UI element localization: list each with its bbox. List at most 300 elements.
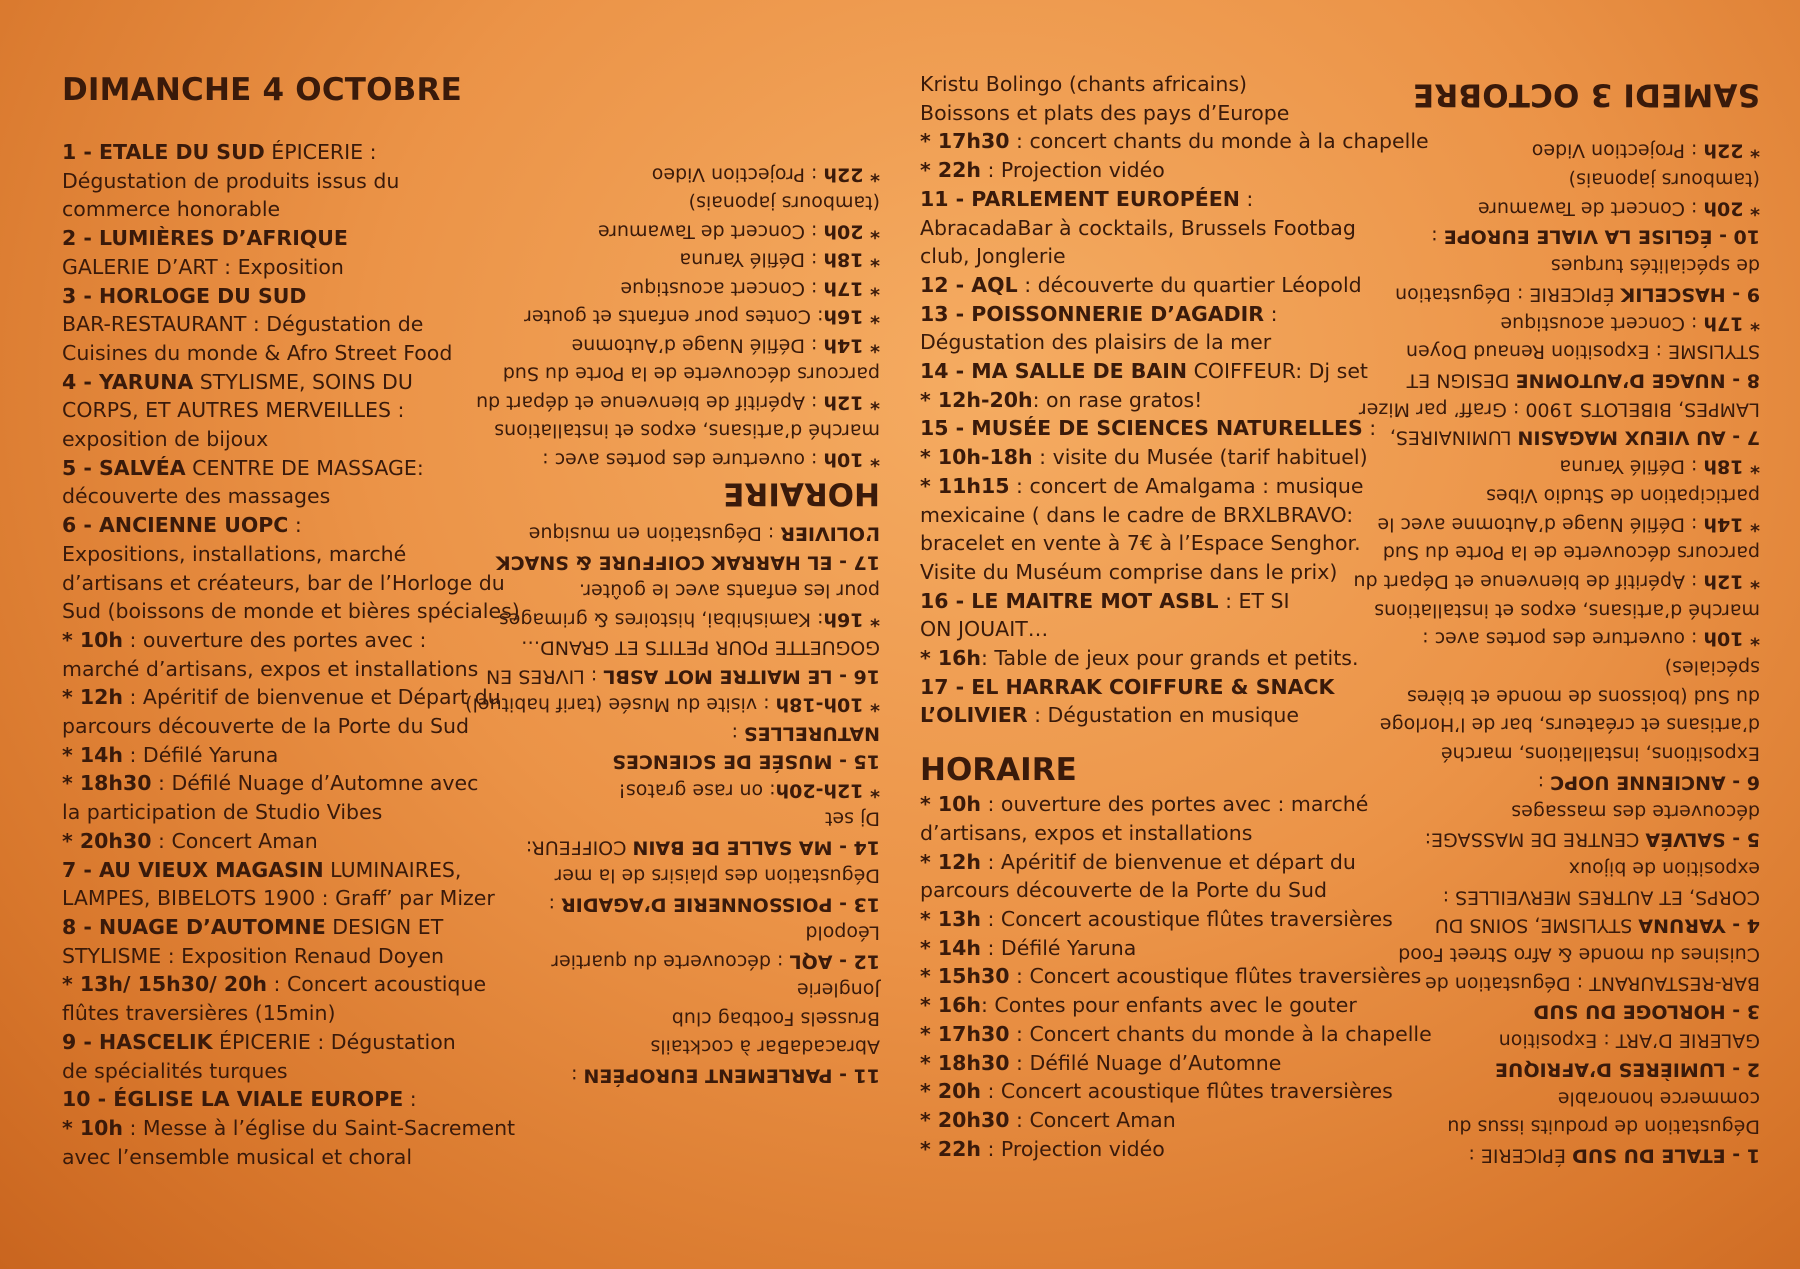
line-text: ON JOUAIT… bbox=[920, 617, 1049, 642]
line-emphasis: * 12h bbox=[62, 685, 123, 710]
line-text: STYLISME : Exposition Renaud Doyen bbox=[1405, 340, 1760, 363]
line-text: : bbox=[731, 722, 744, 745]
program-line bbox=[480, 360, 880, 389]
line-text: : Kamishibai, histoires & grimages bbox=[498, 608, 824, 631]
program-line bbox=[480, 805, 880, 834]
program-line bbox=[1360, 681, 1760, 710]
line-text: BAR-RESTAURANT : Dégustation de bbox=[1425, 972, 1760, 995]
program-line bbox=[62, 167, 462, 196]
line-emphasis: * 13h/ 15h30/ 20h bbox=[62, 972, 267, 997]
line-emphasis: * 12h-20h bbox=[920, 387, 1033, 412]
line-text: Kristu Bolingo (chants africains) bbox=[920, 72, 1248, 96]
line-text: GALERIE D’ART : Exposition bbox=[1498, 1029, 1760, 1052]
program-line bbox=[62, 970, 487, 999]
line-emphasis: 14 - MA SALLE DE BAIN bbox=[632, 836, 880, 859]
line-text: la participation de Studio Vibes bbox=[62, 800, 383, 825]
line-emphasis: * 12h bbox=[920, 849, 981, 874]
line-emphasis: 16 - LE MAITRE MOT ASBL bbox=[920, 588, 1219, 613]
program-line bbox=[920, 1020, 1432, 1049]
line-text: : ouverture des portes avec : bbox=[122, 627, 427, 652]
line-emphasis: 10 - ÉGLISE LA VIALE EUROPE bbox=[62, 1087, 404, 1112]
line-text: : concert chants du monde à la chapelle bbox=[1009, 129, 1429, 154]
program-line bbox=[480, 1033, 880, 1062]
sunday-title: DIMANCHE 4 OCTOBRE bbox=[62, 72, 462, 108]
program-line bbox=[62, 482, 462, 511]
line-text: Jonglerie bbox=[796, 979, 880, 1001]
line-text: : Concert acoustique bbox=[1500, 311, 1704, 334]
line-text: : Défilé Nuage d’Automne bbox=[1009, 1050, 1282, 1075]
program-line bbox=[62, 138, 462, 167]
line-text: découverte des massages bbox=[62, 484, 331, 509]
line-emphasis: 12 - AQL bbox=[789, 950, 880, 973]
line-text: GALERIE D’ART : Exposition bbox=[62, 254, 344, 279]
program-line bbox=[62, 655, 479, 684]
program-line bbox=[62, 224, 462, 253]
line-text: ÉPICERIE : bbox=[1468, 1144, 1573, 1167]
program-line bbox=[1360, 480, 1760, 509]
program-line bbox=[920, 242, 1340, 271]
program-line bbox=[62, 368, 462, 397]
line-text: ÉPICERIE : Dégustation bbox=[212, 1029, 456, 1054]
program-line bbox=[1360, 222, 1760, 251]
program-line bbox=[1360, 165, 1760, 194]
line-emphasis: 11 - PARLEMENT EUROPÉEN bbox=[583, 1064, 880, 1087]
line-emphasis: 7 - AU VIEUX MAGASIN bbox=[62, 857, 324, 882]
program-line bbox=[480, 274, 880, 303]
program-line bbox=[480, 776, 880, 805]
program-line bbox=[480, 890, 880, 919]
program-line bbox=[1360, 997, 1760, 1026]
program-line bbox=[920, 214, 1356, 243]
line-text: : Concert acoustique flûtes traversières bbox=[980, 1079, 1393, 1104]
program-line bbox=[1360, 1141, 1760, 1170]
program-line bbox=[1360, 280, 1760, 309]
program-line bbox=[62, 1085, 462, 1114]
line-emphasis: 15 - MUSÉE DE SCIENCES NATURELLES bbox=[920, 416, 1363, 441]
line-text: LAMPES, BIBELOTS 1900 : Graff’ par Mizer bbox=[62, 886, 495, 911]
line-text: d’artisans, expos et installations bbox=[920, 820, 1253, 845]
line-text: commerce honorable bbox=[1557, 1086, 1760, 1109]
line-text: : Concert acoustique bbox=[267, 972, 487, 997]
line-text: avec l’ensemble musical et choral bbox=[62, 1144, 413, 1169]
line-emphasis: * 14h bbox=[1703, 512, 1760, 535]
line-text: AbracadaBar à cocktails, Brussels Footbag bbox=[920, 215, 1356, 240]
line-emphasis: * 10h bbox=[62, 1115, 123, 1140]
program-line bbox=[62, 798, 462, 827]
program-line bbox=[1360, 1055, 1760, 1084]
program-line bbox=[920, 962, 1422, 991]
program-line bbox=[1360, 710, 1760, 739]
program-line bbox=[1360, 251, 1760, 280]
line-text: ÉPICERIE : bbox=[264, 140, 377, 164]
saturday-column bbox=[1353, 74, 1760, 1169]
line-text: d’artisans et créateurs, bar de l’Horloge bbox=[1379, 713, 1760, 736]
program-line bbox=[480, 976, 880, 1005]
line-text: : Table de jeux pour grands et petits. bbox=[980, 646, 1359, 671]
program-line bbox=[920, 1049, 1340, 1078]
line-text: marché d’artisans, expos et installations bbox=[1374, 598, 1760, 621]
line-text: : Apéritif de bienvenue et Départ du bbox=[122, 685, 501, 710]
line-emphasis: * 22h bbox=[920, 1136, 981, 1161]
line-text: : ET SI bbox=[1218, 588, 1290, 613]
program-line bbox=[1360, 796, 1760, 825]
line-text: ÉPICERIE : Dégustation bbox=[1395, 283, 1621, 306]
program-line bbox=[62, 540, 462, 569]
program-line bbox=[480, 662, 880, 691]
line-emphasis: 10 - ÉGLISE LA VIALE EUROPE bbox=[1443, 225, 1760, 248]
line-text: Dégustation de produits issus du bbox=[62, 168, 400, 193]
line-text: : Défilé Yaruna bbox=[122, 742, 279, 767]
program-line bbox=[480, 520, 880, 549]
program-line bbox=[480, 919, 880, 948]
saturday-continued-column bbox=[465, 160, 880, 1090]
sunday-list bbox=[62, 138, 520, 1171]
line-text: (tambours japonais) bbox=[1568, 168, 1760, 191]
program-line bbox=[1360, 1026, 1760, 1055]
line-emphasis: NATURELLES bbox=[743, 722, 880, 745]
program-line bbox=[1360, 1112, 1760, 1141]
program-line bbox=[480, 189, 880, 218]
line-emphasis: * 16h bbox=[823, 608, 880, 631]
line-text: COIFFEUR: Dj set bbox=[1187, 359, 1368, 384]
line-text: AbracadaBar à cocktails bbox=[650, 1036, 880, 1058]
line-emphasis: * 10h-18h bbox=[920, 445, 1033, 470]
line-text: : Défilé Yaruna bbox=[679, 249, 824, 271]
line-text: : on rase gratos! bbox=[1032, 387, 1203, 412]
line-text: : Contes pour enfants avec le gouter bbox=[980, 993, 1357, 1018]
line-emphasis: * 22h bbox=[920, 158, 981, 183]
line-emphasis: * 15h30 bbox=[920, 964, 1010, 989]
program-line bbox=[1360, 940, 1760, 969]
line-emphasis: * 18h bbox=[1703, 455, 1760, 478]
program-line bbox=[1360, 394, 1760, 423]
program-line bbox=[62, 683, 501, 712]
line-text: : ouverture des portes avec : bbox=[542, 448, 824, 471]
program-line bbox=[480, 719, 880, 748]
program-line bbox=[920, 991, 1357, 1020]
program-line bbox=[62, 1114, 516, 1143]
line-text: : ouverture des portes avec : bbox=[1422, 627, 1704, 650]
program-line bbox=[465, 691, 880, 720]
line-text: Cuisines du monde & Afro Street Food bbox=[1398, 943, 1760, 966]
program-line bbox=[920, 70, 1340, 99]
program-line bbox=[920, 357, 1368, 386]
program-line bbox=[1360, 911, 1760, 940]
program-line bbox=[62, 569, 505, 598]
line-text: : Défilé Nuage d’Automne avec bbox=[151, 771, 479, 796]
program-line bbox=[480, 748, 880, 777]
program-line bbox=[920, 300, 1340, 329]
saturday-title: SAMEDI 3 OCTOBRE bbox=[1412, 76, 1760, 112]
line-text: bracelet en vente à 7€ à l’Espace Senghor. bbox=[920, 531, 1361, 556]
line-text: Cuisines du monde & Afro Street Food bbox=[62, 340, 453, 365]
line-text: découverte des massages bbox=[1511, 799, 1760, 822]
program-line bbox=[476, 388, 880, 417]
line-text: CORPS, ET AUTRES MERVEILLES : bbox=[1442, 885, 1760, 908]
line-emphasis: * 20h bbox=[1703, 197, 1760, 220]
line-text: : bbox=[1537, 771, 1551, 794]
line-text: pour les enfants avec le goûter. bbox=[578, 580, 880, 602]
line-text: : Défilé Yaruna bbox=[1559, 455, 1704, 478]
line-emphasis: * 13h bbox=[920, 906, 981, 931]
line-emphasis: * 18h bbox=[823, 249, 880, 271]
program-line bbox=[920, 1077, 1393, 1106]
program-line bbox=[62, 195, 462, 224]
line-text: COIFFEUR: bbox=[525, 836, 633, 859]
program-line bbox=[920, 271, 1362, 300]
line-emphasis: 13 - POISSONNERIE D’AGADIR bbox=[920, 301, 1265, 326]
line-text: : Concert Aman bbox=[151, 828, 318, 853]
program-line bbox=[480, 862, 880, 891]
line-text: LUMINAIRES, bbox=[1389, 426, 1518, 449]
saturday-venues-list bbox=[465, 520, 880, 1090]
program-line bbox=[920, 790, 1369, 819]
line-text: parcours découverte de la Porte du Sud bbox=[502, 363, 880, 385]
program-line bbox=[1360, 193, 1760, 222]
line-text: : Projection Video bbox=[651, 163, 824, 186]
line-text: : Dégustation en musique bbox=[528, 523, 781, 545]
line-emphasis: * 20h30 bbox=[920, 1107, 1010, 1132]
program-line bbox=[480, 577, 880, 606]
line-emphasis: * 10h bbox=[1703, 627, 1760, 650]
sunday-schedule-list bbox=[920, 790, 1432, 1163]
line-emphasis: * 10h-18h bbox=[775, 694, 880, 716]
program-line bbox=[920, 99, 1340, 128]
line-emphasis: * 17h30 bbox=[920, 129, 1010, 154]
program-line bbox=[480, 160, 880, 189]
program-line bbox=[480, 417, 880, 446]
line-text: STYLISME, SOINS DU bbox=[193, 369, 413, 394]
line-emphasis: 3 - HORLOGE DU SUD bbox=[1533, 1000, 1760, 1023]
program-line bbox=[1360, 595, 1760, 624]
line-emphasis: 16 - LE MAITRE MOT ASBL bbox=[603, 665, 880, 688]
sunday-column bbox=[62, 70, 520, 1171]
program-line bbox=[920, 156, 1340, 185]
line-text: Brussels Footbag club bbox=[671, 1007, 880, 1030]
line-text: : Projection Video bbox=[1531, 139, 1704, 162]
line-emphasis: * 18h30 bbox=[62, 771, 152, 796]
program-line bbox=[920, 472, 1364, 501]
line-emphasis: 13 - POISSONNERIE D’AGADIR bbox=[561, 893, 880, 916]
program-line bbox=[920, 185, 1340, 214]
program-line bbox=[62, 827, 462, 856]
sunday-continued-column bbox=[920, 70, 1432, 1163]
program-line bbox=[62, 454, 462, 483]
line-text: : Concert de Tawamure bbox=[597, 220, 824, 243]
program-line bbox=[920, 414, 1377, 443]
line-text: : Messe à l’église du Saint-Sacrement bbox=[122, 1115, 516, 1140]
line-emphasis: * 20h bbox=[823, 220, 880, 243]
line-text: LAMPES, BIBELOTS 1900 : Graff’ par Mizer bbox=[1358, 398, 1760, 421]
line-text: : concert de Amalgama : musique bbox=[1009, 473, 1364, 498]
program-line bbox=[920, 934, 1340, 963]
line-text: Visite du Muséum comprise dans le prix) bbox=[920, 559, 1338, 584]
line-emphasis: * 14h bbox=[920, 935, 981, 960]
line-text: : Défilé Nuage d’Automne bbox=[571, 334, 824, 357]
program-line bbox=[920, 905, 1393, 934]
program-line bbox=[920, 644, 1359, 673]
line-emphasis: * 16h bbox=[823, 306, 880, 328]
program-line bbox=[480, 833, 880, 862]
program-line bbox=[62, 511, 462, 540]
saturday-list bbox=[1353, 136, 1760, 1169]
program-line bbox=[1353, 567, 1760, 596]
line-text: flûtes traversières (15min) bbox=[62, 1001, 336, 1026]
line-emphasis: 9 - HASCELIK bbox=[62, 1029, 213, 1054]
line-emphasis: 8 - NUAGE D’AUTOMNE bbox=[1515, 369, 1760, 392]
line-text: club, Jonglerie bbox=[920, 244, 1066, 269]
program-line bbox=[1360, 624, 1760, 653]
line-text: Dégustation des plaisirs de la mer bbox=[554, 865, 880, 887]
program-line bbox=[1360, 739, 1760, 768]
line-text: Expositions, installations, marché bbox=[1440, 742, 1760, 765]
line-emphasis: * 10h bbox=[823, 448, 880, 471]
program-line bbox=[1360, 452, 1760, 481]
program-line bbox=[480, 947, 880, 976]
program-line bbox=[480, 303, 880, 332]
line-text: : bbox=[1431, 225, 1444, 248]
program-line bbox=[1360, 825, 1760, 854]
program-line bbox=[62, 856, 462, 885]
line-text: parcours découverte de la Porte du Sud bbox=[920, 878, 1327, 903]
program-line bbox=[920, 848, 1356, 877]
program-line bbox=[1360, 308, 1760, 337]
program-line bbox=[1360, 509, 1760, 538]
line-emphasis: 6 - ANCIENNE UOPC bbox=[62, 513, 289, 538]
program-line bbox=[1360, 366, 1760, 395]
saturday-schedule-list bbox=[476, 160, 880, 474]
line-emphasis: L’OLIVIER bbox=[780, 523, 880, 545]
line-emphasis: * 22h bbox=[823, 163, 880, 186]
sunday-venues-list bbox=[920, 70, 1429, 730]
line-text: de spécialités turques bbox=[62, 1058, 288, 1083]
line-emphasis: * 16h bbox=[920, 993, 981, 1018]
program-line bbox=[920, 386, 1340, 415]
line-emphasis: * 17h bbox=[1703, 311, 1760, 334]
program-line bbox=[1360, 968, 1760, 997]
program-line bbox=[1360, 1083, 1760, 1112]
line-text: : Projection vidéo bbox=[980, 1136, 1165, 1161]
program-line bbox=[62, 396, 462, 425]
line-text: : Défilé Nuage d’Automne avec le bbox=[1377, 512, 1704, 535]
line-text: Dégustation de produits issus du bbox=[1447, 1115, 1760, 1138]
program-line bbox=[920, 127, 1429, 156]
line-text: : Apéritif de bienvenue et départ du bbox=[980, 849, 1356, 874]
line-emphasis: 11 - PARLEMENT EUROPÉEN bbox=[920, 186, 1240, 211]
line-text: parcours découverte de la Porte du Sud bbox=[62, 714, 469, 739]
line-text: : Concert acoustique bbox=[620, 277, 824, 300]
program-line bbox=[62, 253, 462, 282]
program-line bbox=[62, 310, 462, 339]
program-line bbox=[1360, 767, 1760, 796]
line-emphasis: 6 - ANCIENNE UOPC bbox=[1550, 771, 1760, 794]
program-line bbox=[62, 1057, 462, 1086]
line-emphasis: 9 - HASCELIK bbox=[1620, 283, 1760, 306]
program-line bbox=[920, 673, 1340, 702]
line-text: : bbox=[571, 1064, 584, 1087]
program-line bbox=[480, 634, 880, 663]
line-text: : découverte du quartier Léopold bbox=[1017, 272, 1362, 297]
program-line bbox=[920, 819, 1340, 848]
program-line bbox=[1360, 337, 1760, 366]
program-line bbox=[62, 1143, 462, 1172]
line-text: CENTRE DE MASSAGE: bbox=[1424, 828, 1646, 851]
line-emphasis: 5 - SALVÉA bbox=[62, 455, 186, 480]
program-line bbox=[920, 529, 1361, 558]
line-text: : on rase gratos! bbox=[618, 779, 776, 802]
line-text: : Apéritif de bienvenue et Départ du bbox=[1353, 570, 1704, 593]
line-text: exposition de bijoux bbox=[62, 427, 269, 452]
line-emphasis: 1 - ETALE DU SUD bbox=[62, 140, 265, 164]
line-emphasis: * 16h bbox=[920, 646, 981, 671]
program-line bbox=[1360, 653, 1760, 682]
line-text: : Concert chants du monde à la chapelle bbox=[1009, 1021, 1432, 1046]
line-emphasis: * 20h bbox=[920, 1079, 981, 1104]
line-text: : Dégustation en musique bbox=[1027, 703, 1300, 728]
program-line bbox=[920, 501, 1354, 530]
line-emphasis: * 20h30 bbox=[62, 828, 152, 853]
line-text: CORPS, ET AUTRES MERVEILLES : bbox=[62, 398, 405, 423]
program-line bbox=[920, 1135, 1340, 1164]
line-text: LUMINAIRES, bbox=[323, 857, 462, 882]
line-emphasis: * 11h15 bbox=[920, 473, 1010, 498]
line-emphasis: * 12h-20h bbox=[775, 779, 880, 802]
program-line bbox=[480, 331, 880, 360]
line-emphasis: * 14h bbox=[823, 334, 880, 357]
line-text: : bbox=[1362, 416, 1377, 441]
line-text: Boissons et plats des pays d’Europe bbox=[920, 100, 1290, 125]
line-text: BAR-RESTAURANT : Dégustation de bbox=[62, 312, 424, 337]
program-line bbox=[1360, 854, 1760, 883]
line-emphasis: 4 - YARUNA bbox=[1638, 914, 1760, 937]
program-line bbox=[62, 339, 462, 368]
line-text: : Concert Aman bbox=[1009, 1107, 1176, 1132]
line-text: d’artisans et créateurs, bar de l’Horloge du bbox=[62, 570, 505, 595]
line-text: Léopold bbox=[805, 922, 880, 944]
line-emphasis: 14 - MA SALLE DE BAIN bbox=[920, 359, 1188, 384]
line-emphasis: 5 - SALVÉA bbox=[1645, 828, 1760, 851]
line-emphasis: 8 - NUAGE D’AUTOMNE bbox=[62, 914, 326, 939]
line-text: : bbox=[288, 513, 302, 538]
line-text: STYLISME : Exposition Renaud Doyen bbox=[62, 943, 444, 968]
line-text: GOGUETTE POUR PETITS ET GRAND… bbox=[521, 637, 880, 659]
program-line bbox=[1360, 538, 1760, 567]
program-line bbox=[62, 999, 462, 1028]
program-line bbox=[480, 217, 880, 246]
line-text: : bbox=[548, 893, 562, 916]
program-line bbox=[1360, 136, 1760, 165]
line-text: marché d’artisans, expos et installations bbox=[494, 420, 880, 442]
line-emphasis: 17 - EL HARRAK COIFFURE & SNACK bbox=[920, 674, 1335, 699]
line-emphasis: 2 - LUMIÈRES D’AFRIQUE bbox=[62, 226, 348, 251]
line-text: Sud (boissons de monde et bières spéciales) bbox=[62, 599, 520, 624]
line-emphasis: * 10h bbox=[920, 792, 981, 817]
program-line bbox=[62, 597, 520, 626]
line-text: : bbox=[403, 1087, 417, 1112]
saturday-schedule-title: HORAIRE bbox=[723, 475, 880, 512]
line-text: : visite du Musée (tarif habituel) bbox=[1032, 445, 1368, 470]
line-text: STYLISME, SOINS DU bbox=[1434, 914, 1639, 937]
line-text: (tambours japonais) bbox=[688, 192, 880, 214]
line-text: commerce honorable bbox=[62, 197, 281, 222]
line-text: : Défilé Yaruna bbox=[980, 935, 1137, 960]
line-text: mexicaine ( dans le cadre de BRXLBRAVO: bbox=[920, 502, 1354, 527]
line-text: : bbox=[1264, 301, 1278, 326]
line-text: : Concert acoustique flûtes traversières bbox=[980, 906, 1393, 931]
line-emphasis: * 17h bbox=[823, 277, 880, 300]
line-text: : Contes pour enfants et gouter bbox=[524, 306, 824, 328]
program-line bbox=[62, 425, 462, 454]
